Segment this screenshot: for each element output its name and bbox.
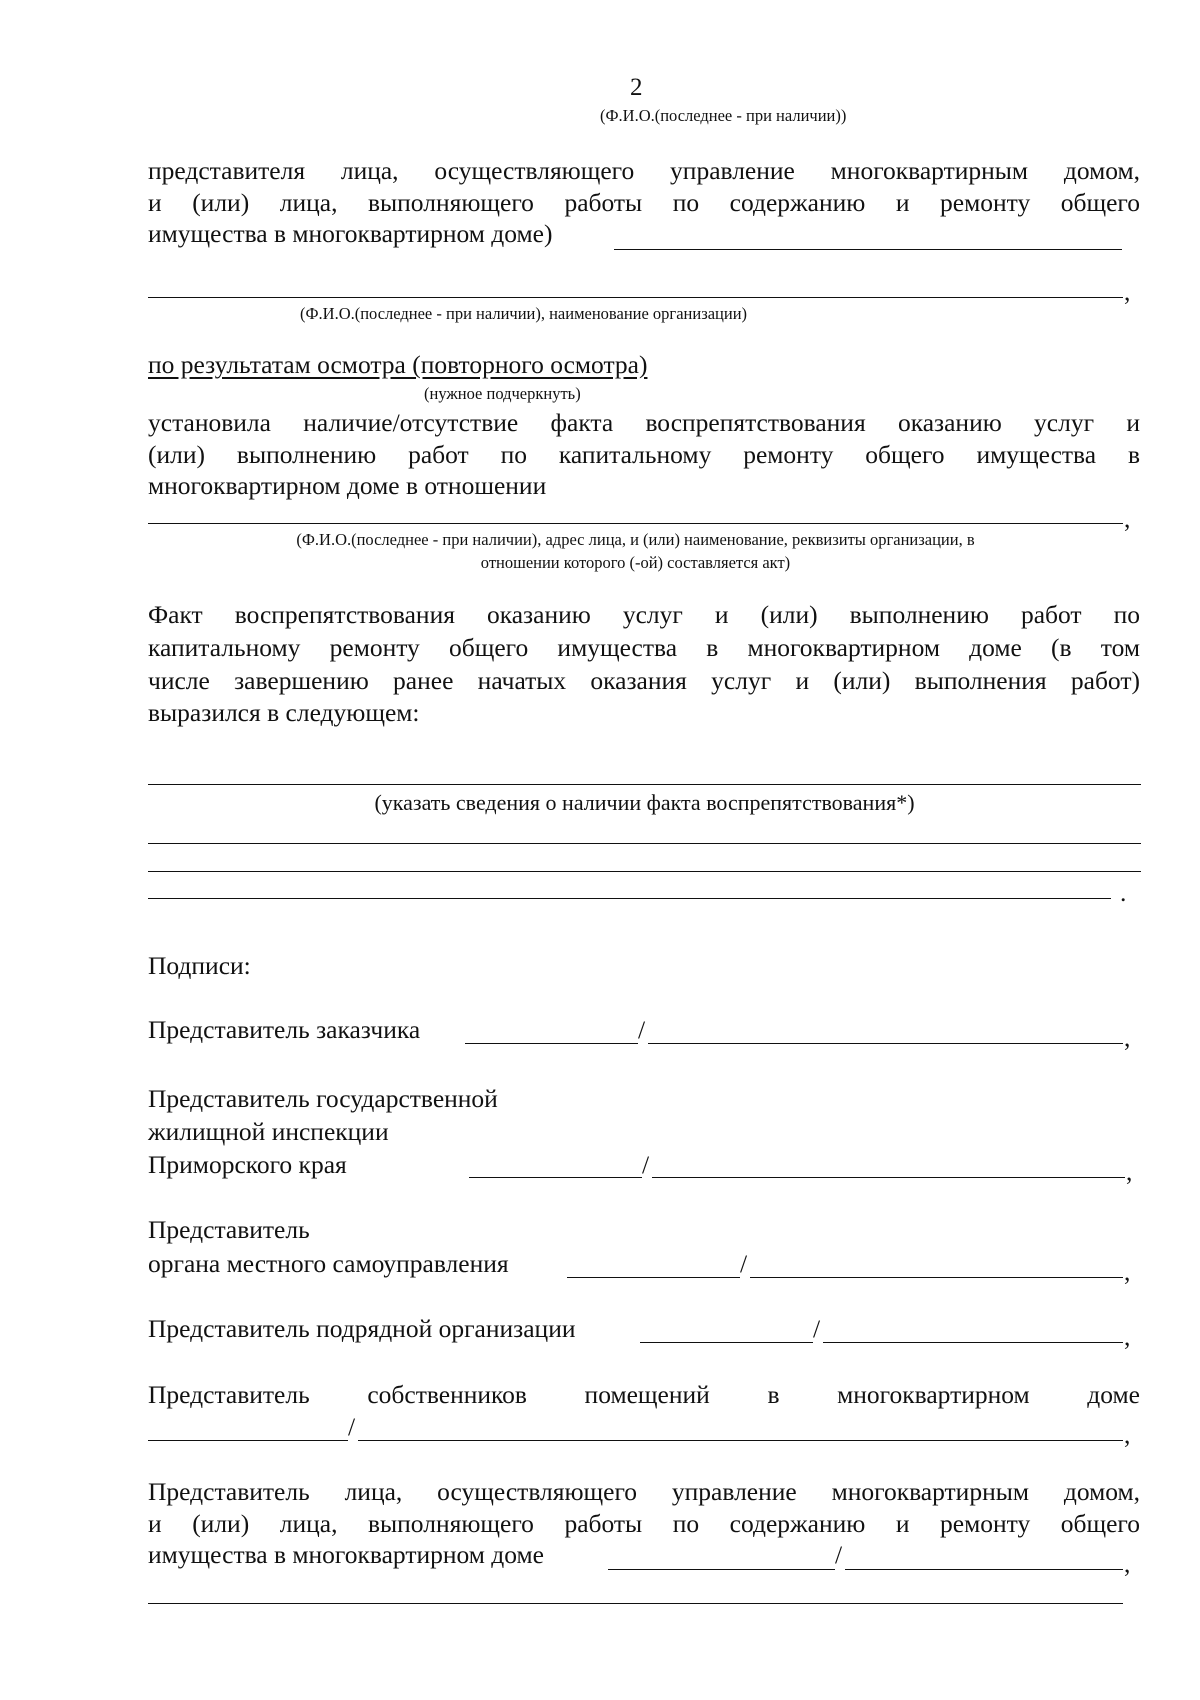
- comma: ,: [1124, 504, 1131, 533]
- customer-label: Представитель заказчика: [148, 1015, 421, 1044]
- owners-label: Представитель собственников помещений в многоквартирном доме: [148, 1380, 1140, 1409]
- contractor-signature-line[interactable]: [640, 1342, 813, 1343]
- para3-line1: Факт воспрепятствования оказанию услуг и (или) выполнению работ по: [148, 600, 1140, 629]
- slash: /: [642, 1150, 650, 1179]
- gji-label-line3: Приморского края: [148, 1150, 347, 1179]
- manager-signature-line[interactable]: [608, 1569, 835, 1570]
- comma: ,: [1124, 277, 1131, 306]
- caption-person-line1: (Ф.И.О.(последнее - при наличии), адрес лица, и (или) наименование, реквизиты организации, в: [296, 530, 975, 549]
- para2-line3: многоквартирном доме в отношении: [148, 471, 547, 500]
- comma: ,: [1126, 1157, 1133, 1186]
- fact-fill-line-4[interactable]: [148, 898, 1111, 899]
- para2-line1: установила наличие/отсутствие факта воспрепятствования оказанию услуг и: [148, 408, 1140, 437]
- signatures-heading: Подписи:: [148, 951, 251, 980]
- comma: ,: [1124, 1420, 1131, 1449]
- customer-name-line[interactable]: [648, 1043, 1123, 1044]
- contractor-name-line[interactable]: [823, 1342, 1123, 1343]
- fio-org-fill-line[interactable]: [148, 297, 1123, 298]
- caption-fact: (указать сведения о наличии факта воспрепятствования*): [374, 790, 915, 815]
- slash: /: [638, 1015, 646, 1044]
- fact-fill-line-3[interactable]: [148, 871, 1141, 872]
- caption-fio-org: (Ф.И.О.(последнее - при наличии), наименование организации): [300, 304, 748, 323]
- para1-line2: и (или) лица, выполняющего работы по содержанию и ремонту общего: [148, 188, 1140, 217]
- manager-label-line3: имущества в многоквартирном доме: [148, 1540, 544, 1569]
- gji-signature-line[interactable]: [469, 1177, 642, 1178]
- para1-line1: представителя лица, осуществляющего управление многоквартирным домом,: [148, 156, 1140, 185]
- comma: ,: [1124, 1549, 1131, 1578]
- contractor-label: Представитель подрядной организации: [148, 1314, 576, 1343]
- caption-person-line2: отношении которого (-ой) составляется акт): [480, 553, 791, 572]
- slash: /: [348, 1412, 356, 1441]
- comma: ,: [1124, 1023, 1131, 1052]
- slash: /: [740, 1249, 748, 1278]
- manager-extra-fill-line[interactable]: [148, 1603, 1123, 1604]
- comma: ,: [1124, 1257, 1131, 1286]
- para1-line3: имущества в многоквартирном доме): [148, 219, 553, 248]
- inspection-caption: (нужное подчеркнуть): [424, 384, 581, 403]
- fact-fill-line-2[interactable]: [148, 843, 1141, 844]
- para3-line2: капитальному ремонту общего имущества в многоквартирном доме (в том: [148, 633, 1140, 662]
- caption-fio: (Ф.И.О.(последнее - при наличии)): [600, 106, 847, 125]
- gji-label-line2: жилищной инспекции: [148, 1117, 389, 1146]
- gji-label-line1: Представитель государственной: [148, 1084, 498, 1113]
- representative-fill-line[interactable]: [614, 249, 1122, 250]
- para2-line2: (или) выполнению работ по капитальному ремонту общего имущества в: [148, 440, 1140, 469]
- lsg-label-line1: Представитель: [148, 1215, 310, 1244]
- manager-label-line1: Представитель лица, осуществляющего управление многоквартирным домом,: [148, 1477, 1140, 1506]
- comma: ,: [1124, 1322, 1131, 1351]
- slash: /: [835, 1540, 843, 1569]
- slash: /: [813, 1314, 821, 1343]
- manager-label-line2: и (или) лица, выполняющего работы по содержанию и ремонту общего: [148, 1509, 1140, 1538]
- para3-line3: числе завершению ранее начатых оказания услуг и (или) выполнения работ): [148, 666, 1140, 695]
- owners-name-line[interactable]: [358, 1440, 1123, 1441]
- lsg-label-line2: органа местного самоуправления: [148, 1249, 509, 1278]
- owners-signature-line[interactable]: [148, 1440, 348, 1441]
- lsg-name-line[interactable]: [750, 1277, 1123, 1278]
- period: .: [1120, 878, 1127, 907]
- inspection-text: по результатам осмотра (повторного осмотра): [148, 350, 648, 379]
- customer-signature-line[interactable]: [465, 1043, 638, 1044]
- lsg-signature-line[interactable]: [567, 1277, 740, 1278]
- para3-line4: выразился в следующем:: [148, 698, 420, 727]
- person-fill-line[interactable]: [148, 523, 1123, 524]
- page-number: 2: [630, 74, 643, 101]
- gji-name-line[interactable]: [652, 1177, 1125, 1178]
- manager-name-line[interactable]: [845, 1569, 1123, 1570]
- fact-fill-line-1[interactable]: [148, 784, 1141, 785]
